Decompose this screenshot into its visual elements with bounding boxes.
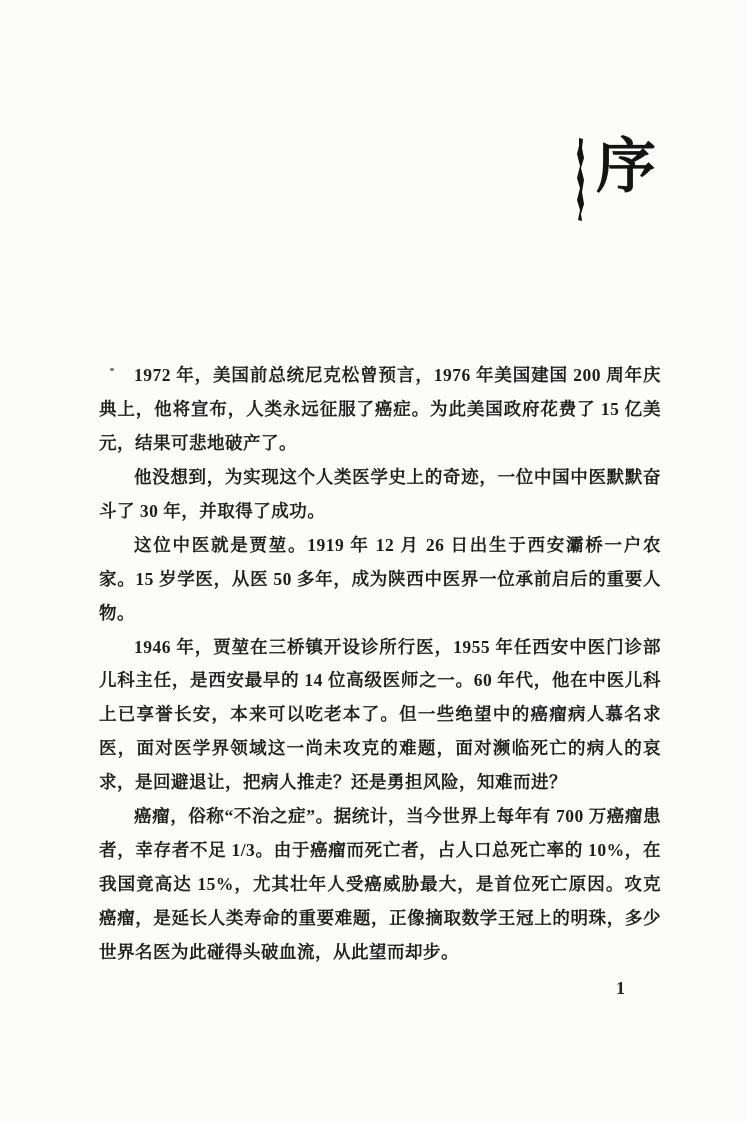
paragraph: 癌瘤，俗称“不治之症”。据统计，当今世界上每年有 700 万癌瘤患者，幸存者不足 1/3。由于癌瘤而死亡者，占人口总死亡率的 10%，在我国竟高达 15%，尤其壮年人受癌威胁最大，是首位死亡原因。攻克癌瘤，是延长人类寿命的重要难题，正像摘取数学王冠上的明珠，多少世界名医为此碰得头破血流，从此望而却步。 [99, 806, 661, 962]
paragraph: 1972 年，美国前总统尼克松曾预言，1976 年美国建国 200 周年庆典上，他将宣布，人类永远征服了癌症。为此美国政府花费了 15 亿美元，结果可悲地破产了。 [99, 365, 661, 453]
paragraph: 他没想到，为实现这个人类医学史上的奇迹，一位中国中医默默奋斗了 30 年，并取得了成功。 [99, 466, 661, 521]
ink-brush-stroke-icon [574, 138, 587, 222]
paragraph: 1946 年，贾堃在三桥镇开设诊所行医，1955 年任西安中医门诊部儿科主任，是西安最早的 14 位高级医师之一。60 年代，他在中医儿科上已享誉长安，本来可以吃老本了。但一些绝望中的癌瘤病人慕名求医，面对医学界领域这一尚未攻克的难题，面对濒临死亡的病人的哀求，是回避退让，把病人推走？还是勇担风险，知难而进？ [99, 636, 661, 793]
body-text [99, 359, 661, 970]
page-title: 序 [596, 134, 656, 200]
paragraph: 这位中医就是贾堃。1919 年 12 月 26 日出生于西安灞桥一户农家。15 岁学医，从医 50 多年，成为陕西中医界一位承前启后的重要人物。 [99, 534, 661, 623]
preface-header [574, 136, 656, 222]
page-number: 1 [616, 978, 625, 998]
